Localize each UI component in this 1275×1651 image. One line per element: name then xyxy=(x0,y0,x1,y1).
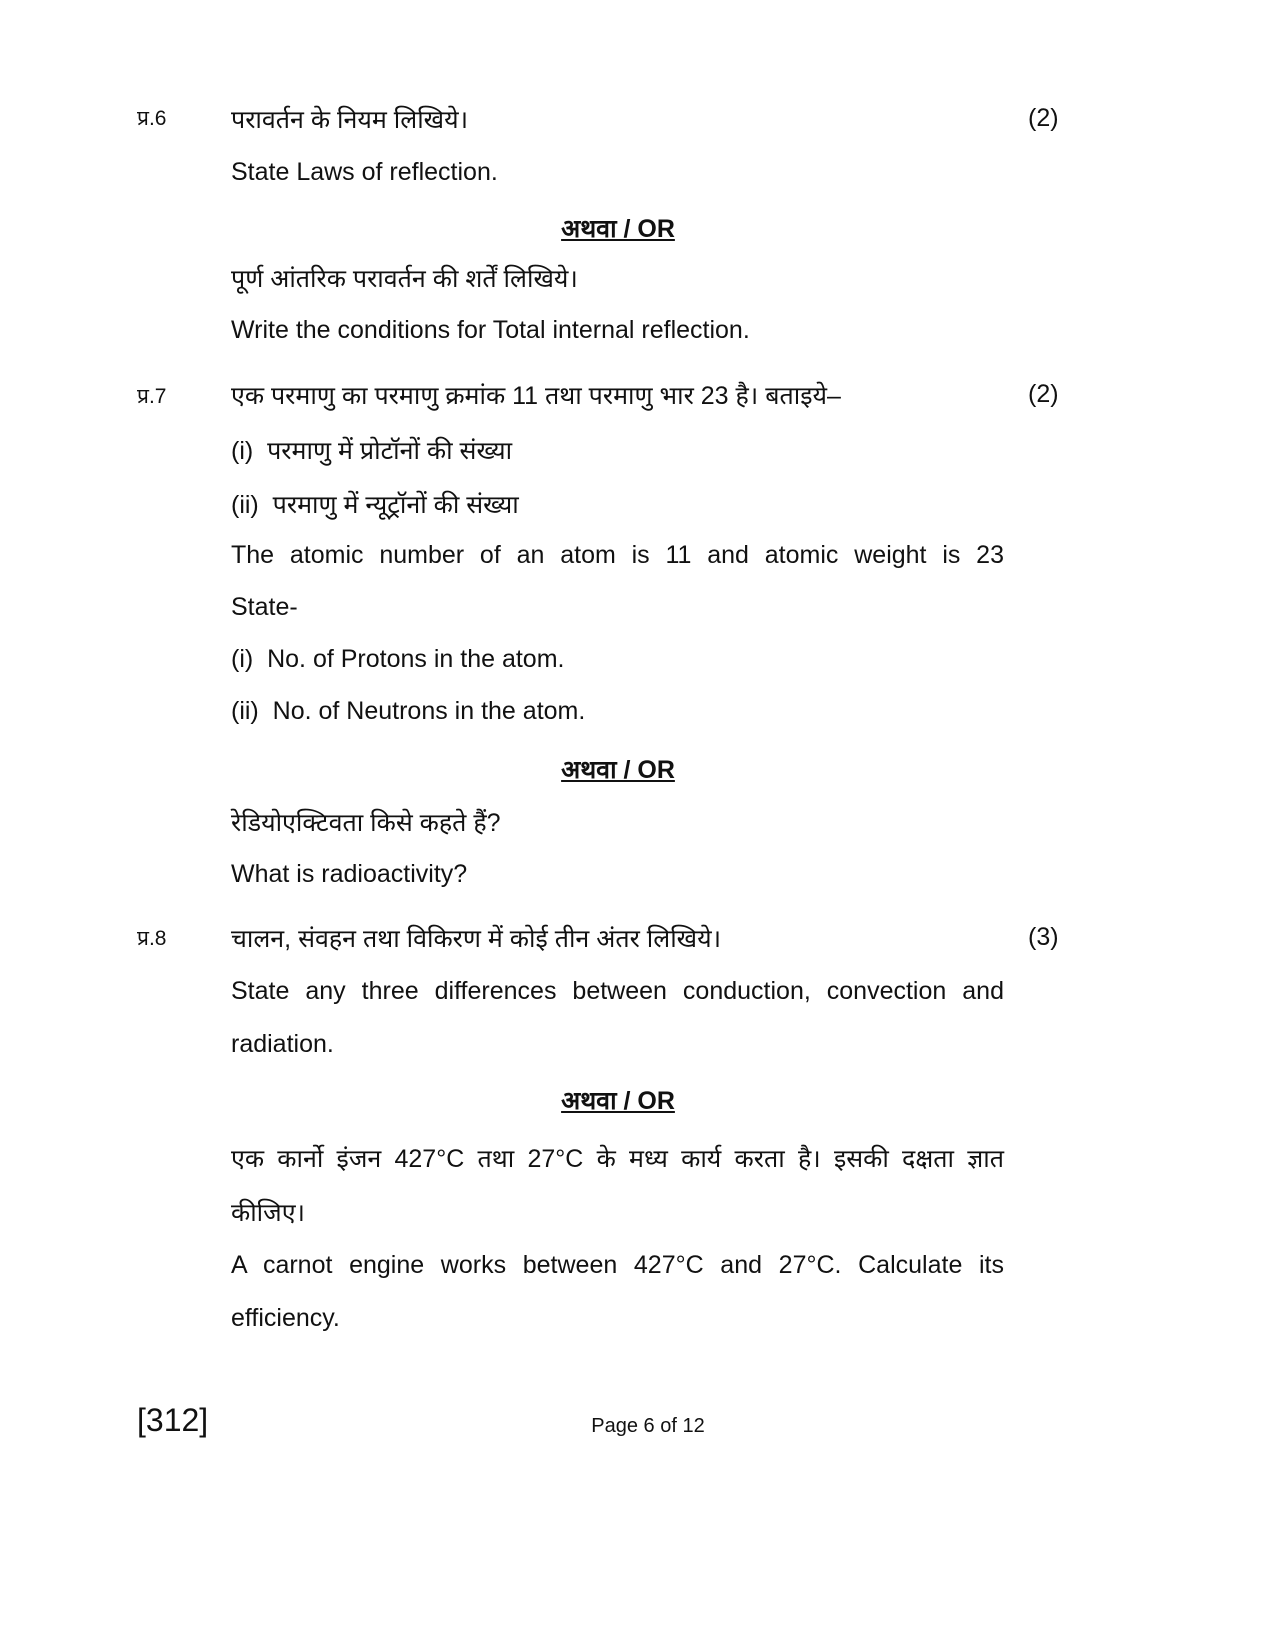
or-separator: अथवा / OR xyxy=(561,756,675,784)
or-separator: अथवा / OR xyxy=(561,215,675,243)
question-text-hindi: चालन, संवहन तथा विकिरण में कोई तीन अंतर लिखिये। xyxy=(231,925,722,953)
question-text-hindi: परावर्तन के नियम लिखिये। xyxy=(231,106,469,134)
question-text-english-continued: radiation. xyxy=(231,1030,334,1058)
alt-question-hindi: रेडियोएक्टिवता किसे कहते हैं? xyxy=(231,809,501,837)
or-separator: अथवा / OR xyxy=(561,1087,675,1115)
alt-question-hindi-continued: कीजिए। xyxy=(231,1199,306,1227)
question-number: प्र.6 xyxy=(137,107,167,130)
alt-question-hindi: पूर्ण आंतरिक परावर्तन की शर्तें लिखिये। xyxy=(231,265,578,293)
question-text-english: State any three differences between conduction, convection and xyxy=(231,977,1004,1005)
question-text-hindi: एक परमाणु का परमाणु क्रमांक 11 तथा परमाणु भार 23 है। बताइये– xyxy=(231,382,841,410)
alt-question-english: A carnot engine works between 427°C and 27°C. Calculate its xyxy=(231,1251,1004,1279)
question-marks: (3) xyxy=(1028,923,1059,951)
question-text-english: State Laws of reflection. xyxy=(231,158,498,186)
question-marks: (2) xyxy=(1028,380,1059,408)
alt-question-hindi: एक कार्नो इंजन 427°C तथा 27°C के मध्य कार्य करता है। इसकी दक्षता ज्ञात xyxy=(231,1145,1004,1173)
alt-question-english: What is radioactivity? xyxy=(231,860,468,888)
english-list-item: (ii) No. of Neutrons in the atom. xyxy=(231,697,586,725)
alt-question-english-continued: efficiency. xyxy=(231,1304,340,1332)
question-text-english-continued: State- xyxy=(231,593,298,621)
question-text-english: The atomic number of an atom is 11 and atomic weight is 23 xyxy=(231,541,1004,569)
english-list-item: (i) No. of Protons in the atom. xyxy=(231,645,565,673)
paper-code: [312] xyxy=(137,1402,209,1438)
page-number: Page 6 of 12 xyxy=(591,1415,705,1437)
question-number: प्र.8 xyxy=(137,927,167,950)
question-marks: (2) xyxy=(1028,104,1059,132)
alt-question-english: Write the conditions for Total internal reflection. xyxy=(231,316,750,344)
hindi-list-item: (ii) परमाणु में न्यूट्रॉनों की संख्या xyxy=(231,491,519,519)
hindi-list-item: (i) परमाणु में प्रोटॉनों की संख्या xyxy=(231,437,513,465)
question-number: प्र.7 xyxy=(137,385,167,408)
